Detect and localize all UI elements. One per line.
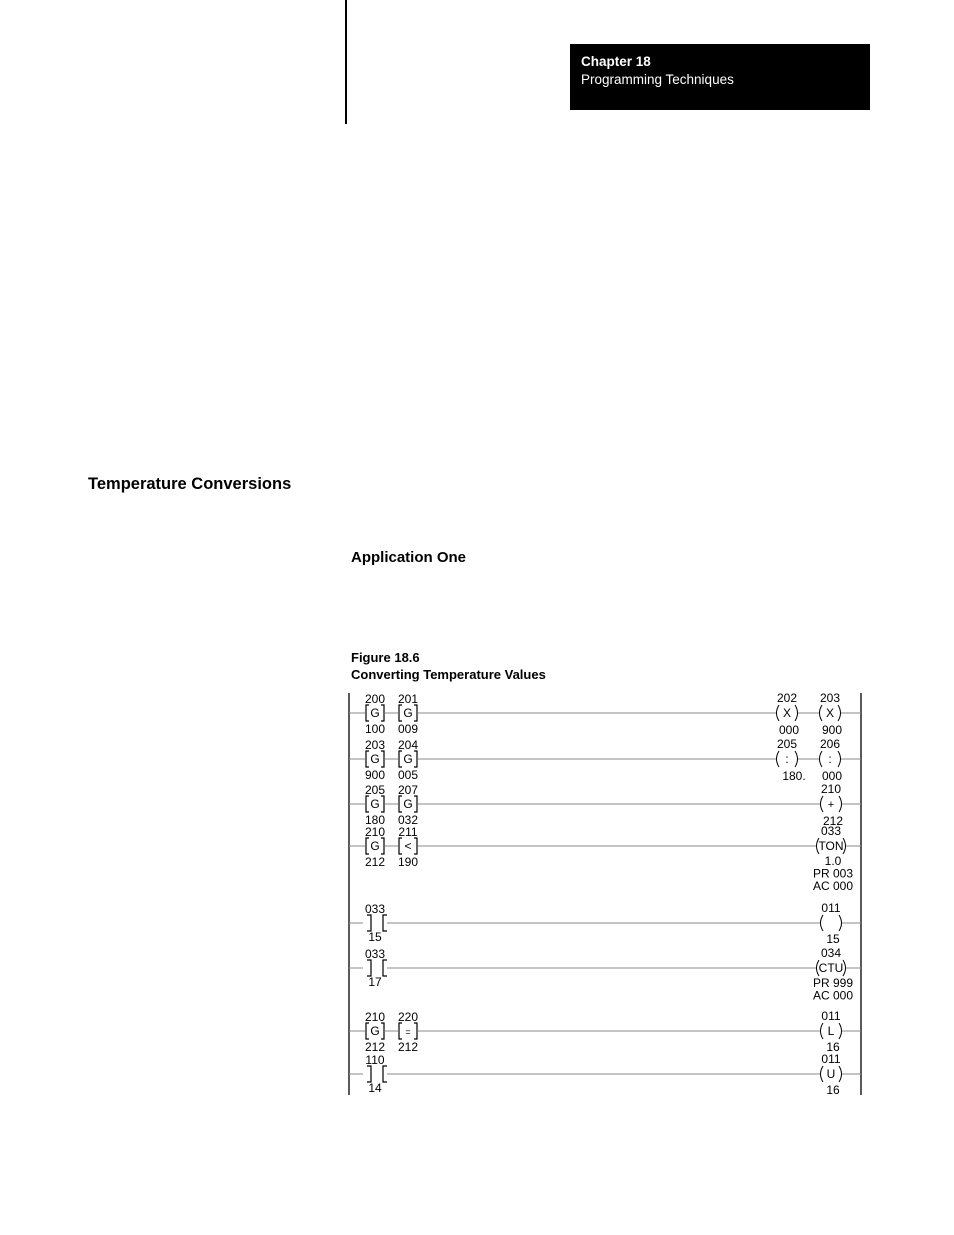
get-value: 900: [364, 768, 386, 782]
get-symbol: G: [403, 706, 413, 720]
get-value: 005: [397, 768, 419, 782]
chapter-number: Chapter 18: [581, 54, 651, 69]
contact-address: 033: [364, 947, 386, 961]
math-address: 203: [819, 691, 841, 705]
compare-value: 212: [397, 1040, 419, 1054]
timer-address: 033: [820, 824, 842, 838]
math-value: 212: [822, 814, 844, 828]
counter-address: 034: [820, 946, 842, 960]
math-symbol: +: [827, 799, 835, 811]
get-value: 100: [364, 722, 386, 736]
get-symbol: G: [370, 839, 380, 853]
timer-parameter: AC 000: [812, 879, 854, 893]
get-symbol: G: [370, 1024, 380, 1038]
contact-address: 033: [364, 902, 386, 916]
get-symbol: G: [403, 752, 413, 766]
coil-address: 011: [821, 1052, 841, 1066]
coil-bit: 15: [826, 932, 840, 946]
timer-symbol: TON: [818, 839, 844, 853]
get-symbol: G: [370, 752, 380, 766]
get-address: 201: [397, 692, 419, 706]
get-address: 200: [364, 692, 386, 706]
get-address: 207: [397, 783, 419, 797]
get-address: 210: [364, 825, 386, 839]
math-symbol: :: [828, 752, 832, 766]
get-address: 204: [397, 738, 419, 752]
compare-value: 190: [397, 855, 419, 869]
section-title: Temperature Conversions: [88, 475, 292, 493]
get-value: 212: [364, 1040, 386, 1054]
math-symbol: X: [782, 706, 792, 720]
get-address: 210: [364, 1010, 386, 1024]
get-symbol: G: [370, 706, 380, 720]
contact-bit: 14: [368, 1081, 382, 1095]
math-symbol: X: [825, 706, 835, 720]
timer-parameter: PR 003: [812, 866, 854, 881]
math-symbol: :: [785, 752, 789, 766]
get-value: 212: [364, 855, 386, 869]
counter-parameter: AC 000: [812, 988, 854, 1003]
subsection-title: Application One: [351, 549, 467, 566]
compare-address: 211: [398, 825, 418, 839]
coil-symbol: U: [826, 1067, 836, 1081]
math-value: 900: [821, 723, 843, 737]
compare-symbol: <: [404, 839, 412, 853]
math-address: 205: [776, 737, 798, 751]
timer-parameter: 1.0: [824, 854, 842, 868]
get-address: 205: [364, 783, 386, 797]
compare-symbol: =: [405, 1027, 411, 1037]
math-address: 202: [776, 691, 798, 705]
math-value: 000: [778, 723, 800, 737]
get-value: 009: [397, 722, 419, 736]
get-value: 180: [364, 813, 386, 827]
counter-symbol: CTU: [818, 961, 844, 975]
coil-bit: 16: [826, 1083, 840, 1097]
coil-symbol: L: [827, 1024, 835, 1038]
figure-number: Figure 18.6: [351, 650, 420, 665]
contact-address: 110: [365, 1053, 385, 1067]
math-address: 210: [820, 782, 842, 796]
math-value: 180.: [782, 769, 806, 783]
coil-address: 011: [821, 1009, 841, 1023]
contact-bit: 15: [368, 930, 382, 944]
contact-bit: 17: [368, 975, 382, 989]
get-symbol: G: [403, 797, 413, 811]
output-gap: [820, 915, 842, 931]
get-symbol: G: [370, 797, 380, 811]
get-value: 032: [397, 813, 419, 827]
coil-bit: 16: [826, 1040, 840, 1054]
math-value: 000: [821, 769, 843, 783]
chapter-section: Programming Techniques: [581, 72, 734, 87]
counter-parameter: PR 999: [812, 976, 854, 990]
compare-address: 220: [397, 1010, 419, 1024]
figure-title: Converting Temperature Values: [351, 666, 546, 682]
coil-address: 011: [821, 901, 841, 915]
get-address: 203: [364, 738, 386, 752]
math-address: 206: [819, 737, 841, 751]
